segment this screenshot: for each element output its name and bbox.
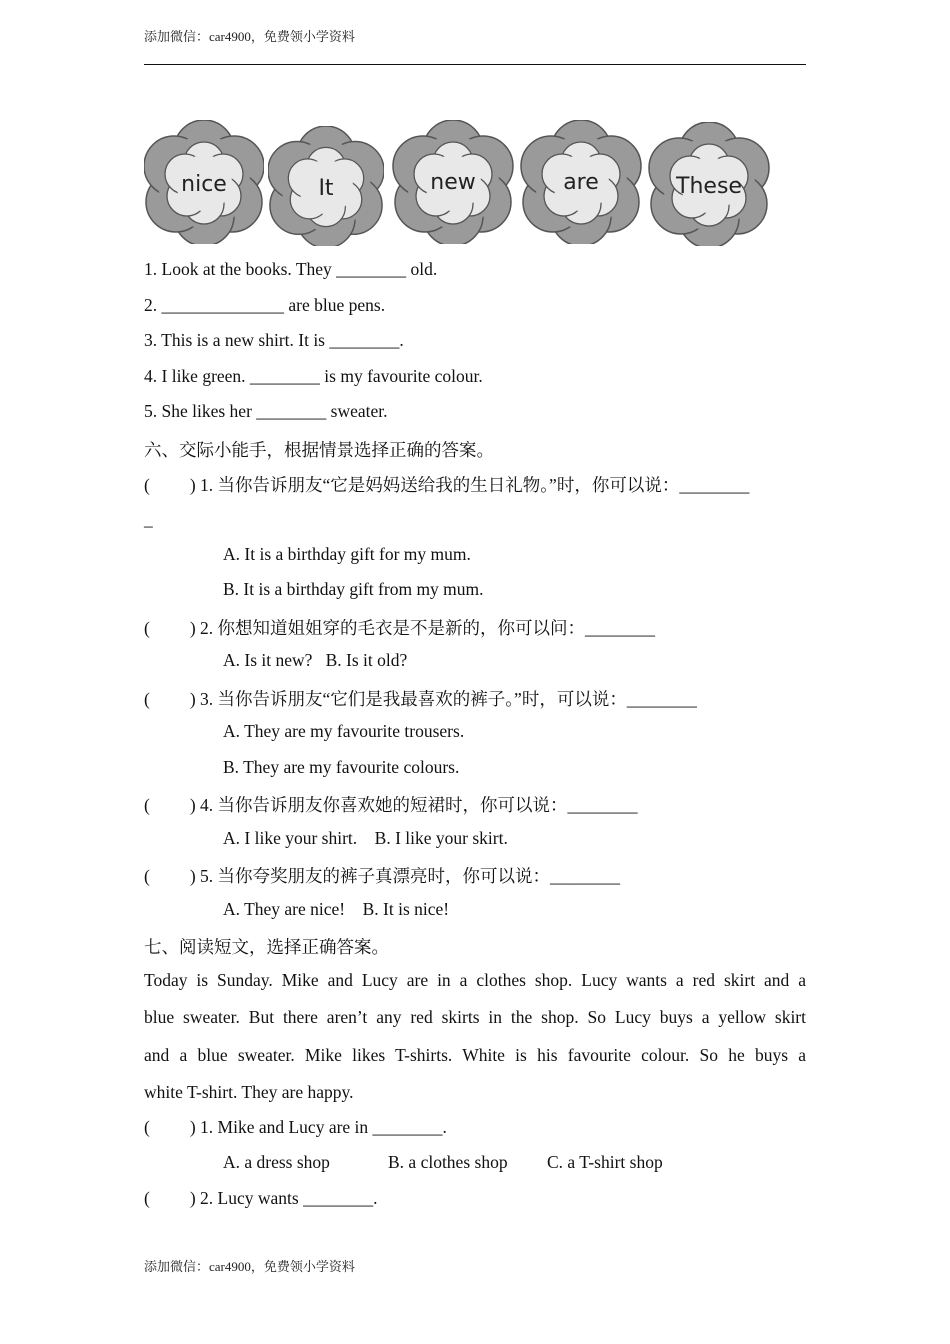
- option-b: B. a clothes shop: [388, 1152, 508, 1172]
- word-flower-these: [648, 122, 770, 246]
- word-nice: nice: [181, 171, 227, 197]
- s6-q1-option-a: A. It is a birthday gift for my mum.: [223, 544, 471, 564]
- word-are: are: [563, 169, 599, 195]
- answer-paren[interactable]: (: [144, 795, 150, 815]
- word-it: It: [318, 175, 334, 201]
- question-text: ) 1. 当你告诉朋友“它是妈妈送给我的生日礼物。”时，你可以说：________: [189, 475, 750, 495]
- option-b: B. I like your skirt.: [374, 828, 508, 848]
- s6-q5-options: [223, 899, 449, 920]
- answer-paren[interactable]: (: [144, 1188, 150, 1208]
- footer-note: 添加微信：car4900，免费领小学资料: [144, 1259, 355, 1274]
- option-c: C. a T-shirt shop: [547, 1152, 663, 1172]
- question-text: ) 5. 当你夸奖朋友的裤子真漂亮时，你可以说：________: [189, 866, 621, 886]
- question-text: ) 3. 当你告诉朋友“它们是我最喜欢的裤子。”时，可以说：________: [189, 689, 697, 709]
- s6-question-2: [144, 615, 655, 640]
- word-flower-nice: [144, 120, 264, 244]
- answer-paren[interactable]: (: [144, 475, 150, 495]
- question-text: ) 4. 当你告诉朋友你喜欢她的短裙时，你可以说：________: [189, 795, 638, 815]
- s7-q1-options: [223, 1152, 663, 1173]
- word-new: new: [430, 169, 476, 195]
- s6-q1-option-b: B. It is a birthday gift from my mum.: [223, 579, 484, 599]
- option-a: A. Is it new?: [223, 650, 313, 670]
- s6-q3-option-b: B. They are my favourite colours.: [223, 757, 460, 777]
- s6-q2-options: [223, 650, 407, 671]
- option-a: A. They are nice!: [223, 899, 346, 919]
- s6-question-1: [144, 472, 749, 497]
- s7-question-1: [144, 1117, 447, 1138]
- header-note: 添加微信：car4900，免费领小学资料: [144, 29, 355, 44]
- s6-q4-options: [223, 828, 508, 849]
- passage-line: white T-shirt. They are happy.: [144, 1082, 354, 1103]
- word-these: These: [676, 173, 742, 199]
- question-text: ) 1. Mike and Lucy are in ________.: [189, 1117, 447, 1137]
- fill-item-1: 1. Look at the books. They ________ old.: [144, 259, 438, 279]
- answer-paren[interactable]: (: [144, 618, 150, 638]
- s6-question-4: [144, 792, 638, 817]
- word-flower-new: [392, 120, 514, 244]
- section6-title: 六、交际小能手，根据情景选择正确的答案。: [144, 440, 494, 460]
- answer-paren[interactable]: (: [144, 689, 150, 709]
- passage-line: and a blue sweater. Mike likes T-shirts. White is his favourite colour. So he buys a: [144, 1044, 806, 1065]
- option-a: A. a dress shop: [223, 1152, 330, 1172]
- word-flower-are: [520, 120, 642, 244]
- passage-line: blue sweater. But there aren’t any red skirts in the shop. So Lucy buys a yellow skirt: [144, 1007, 806, 1028]
- word-flower-it: [268, 126, 384, 246]
- s7-question-2: [144, 1188, 377, 1209]
- question-text: ) 2. Lucy wants ________.: [189, 1188, 378, 1208]
- question-text: ) 2. 你想知道姐姐穿的毛衣是不是新的，你可以问：________: [189, 618, 656, 638]
- option-a: A. I like your shirt.: [223, 828, 358, 848]
- s6-q3-option-a: A. They are my favourite trousers.: [223, 721, 465, 741]
- word-bank: [140, 120, 780, 254]
- s6-question-5: [144, 863, 620, 888]
- fill-item-5: 5. She likes her ________ sweater.: [144, 401, 388, 421]
- header-divider: [144, 64, 806, 65]
- fill-item-4: 4. I like green. ________ is my favourite colour.: [144, 366, 483, 386]
- s6-question-3: [144, 686, 697, 711]
- s6-question-1-wrap: _: [144, 509, 153, 529]
- answer-paren[interactable]: (: [144, 866, 150, 886]
- option-b: B. Is it old?: [325, 650, 408, 670]
- fill-item-3: 3. This is a new shirt. It is ________.: [144, 330, 404, 350]
- option-b: B. It is nice!: [362, 899, 450, 919]
- passage-line: Today is Sunday. Mike and Lucy are in a clothes shop. Lucy wants a red skirt and a: [144, 970, 806, 990]
- reading-passage: [144, 962, 806, 1112]
- section7-title: 七、阅读短文，选择正确答案。: [144, 937, 389, 957]
- fill-item-2: 2. ______________ are blue pens.: [144, 295, 386, 315]
- answer-paren[interactable]: (: [144, 1117, 150, 1137]
